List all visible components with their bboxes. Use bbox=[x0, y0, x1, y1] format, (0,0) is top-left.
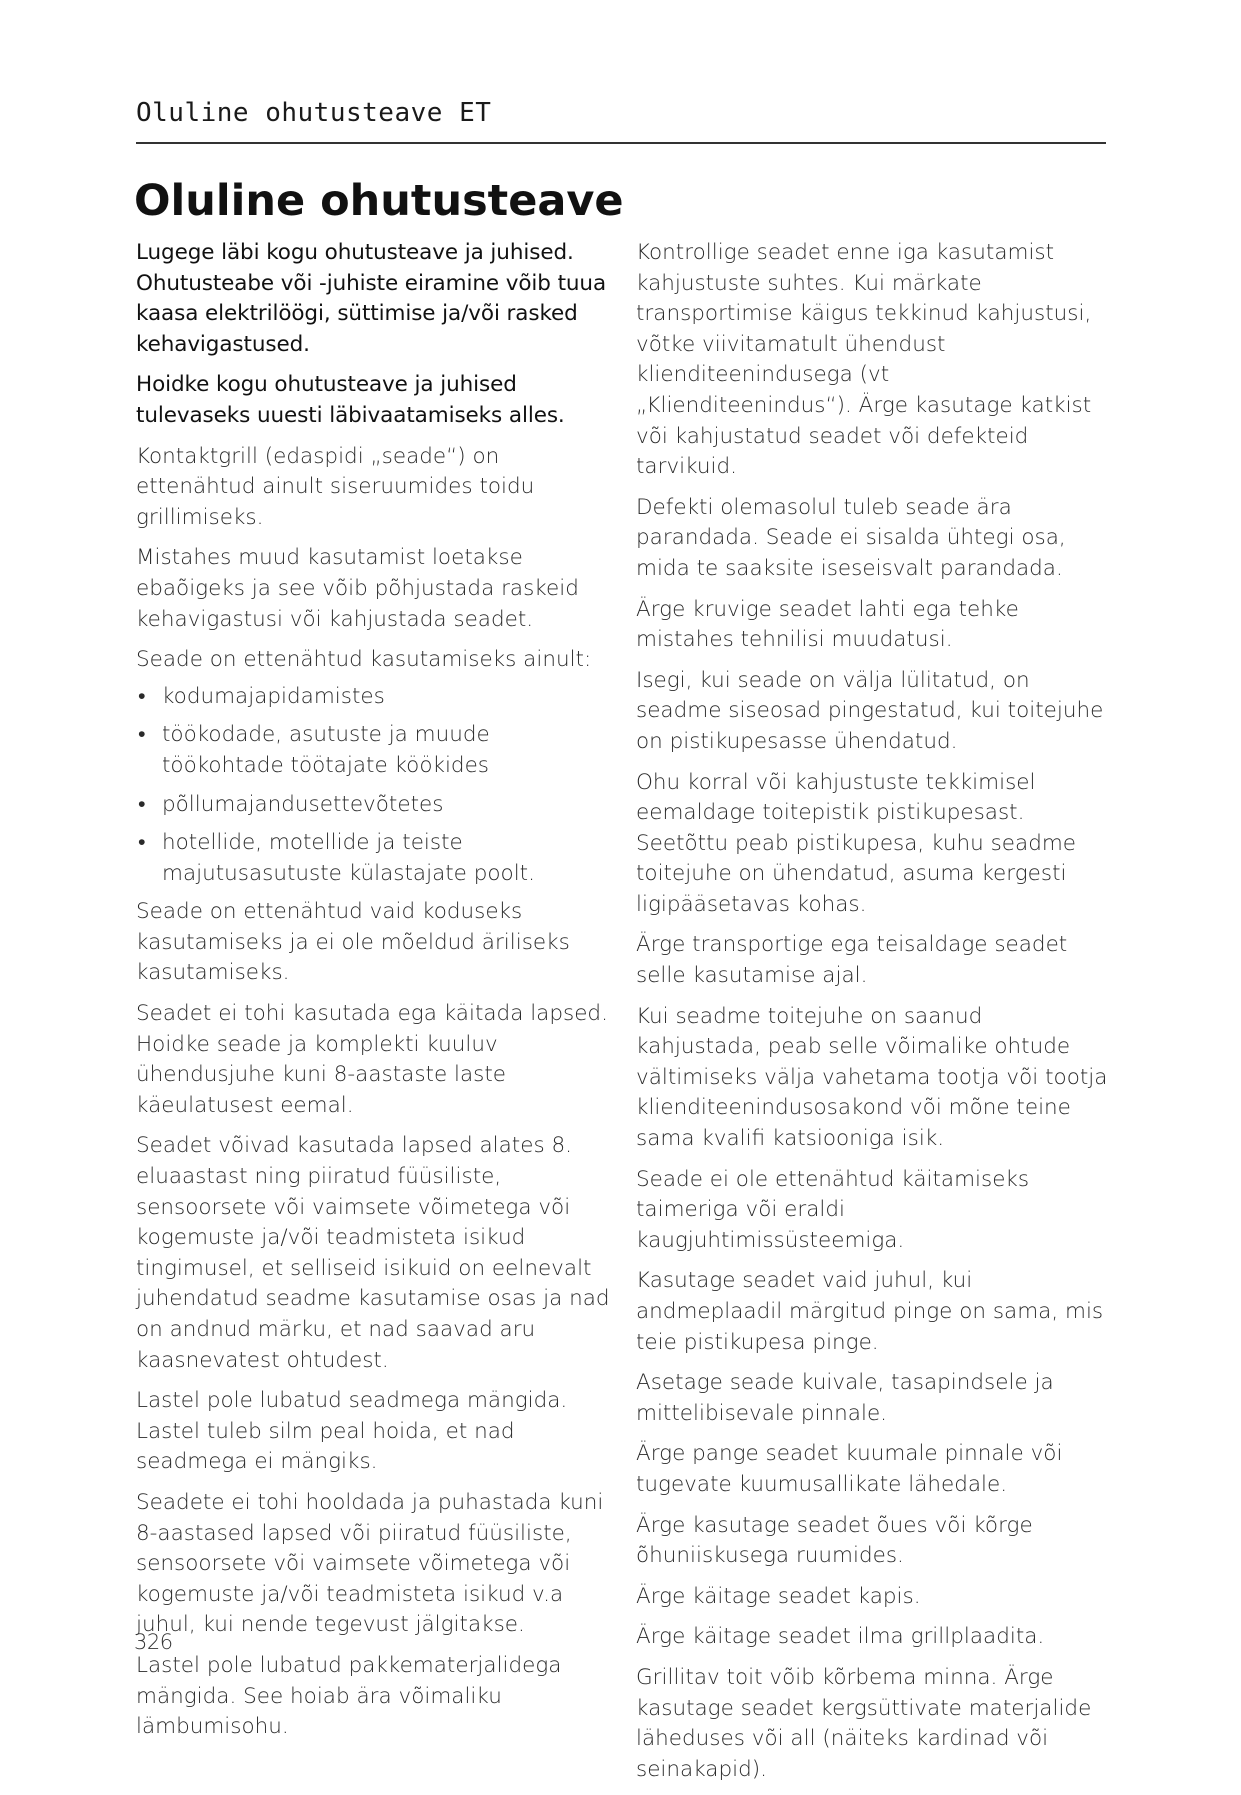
list-item: • põllumajandusettevõtetes bbox=[136, 790, 614, 821]
paragraph-flammable: Grillitav toit võib kõrbema minna. Ärge kasutage seadet kergsüttivate materjalide läheduses või all (näiteks kardinad või seinakapid). bbox=[636, 1664, 1092, 1782]
paragraph-outdoors: Ärge kasutage seadet õues või kõrge õhuniiskusega ruumides. bbox=[636, 1512, 1033, 1569]
use-list bbox=[136, 682, 614, 890]
paragraph-no-playing: Lastel pole lubatud seadmega mängida. Lastel tuleb silm peal hoida, et nad seadmega ei mängiks. bbox=[136, 1388, 568, 1475]
paragraph-home-use: Seade on ettenähtud vaid koduseks kasutamiseks ja ei ole mõeldud äriliseks kasutamiseks. bbox=[136, 899, 570, 986]
paragraph-packaging: Lastel pole lubatud pakkematerjalidega mängida. See hoiab ära võimaliku lämbumisohu. bbox=[136, 1652, 562, 1740]
paragraph-heat-sources: Ärge pange seadet kuumale pinnale või tugevate kuumusallikate lähedale. bbox=[636, 1441, 1063, 1497]
paragraph-cord-damage: Kui seadme toitejuhe on saanud kahjustada, peab selle võimalike ohtude vältimiseks välja vahetama tootja või tootja klienditeenindusosakond või mõne teine sama kvalifi katsiooniga isik. bbox=[636, 1003, 1108, 1152]
paragraph-children-not-allowed: Seadet ei tohi kasutada ega käitada lapsed. Hoidke seade ja komplekti kuuluv ühendusjuhe kuni 8-aastaste laste käeulatusest eemal. bbox=[136, 1001, 608, 1118]
bullet-icon: • bbox=[138, 722, 146, 748]
paragraph-no-timer: Seade ei ole ettenähtud käitamiseks taimeriga või eraldi kaugjuhtimissüsteemiga. bbox=[636, 1166, 1030, 1253]
paragraph-no-transport: Ärge transportige ega teisaldage seadet selle kasutamise ajal. bbox=[636, 932, 1068, 989]
paragraph-no-modifications: Ärge kruvige seadet lahti ega tehke mistahes tehnilisi muudatusi. bbox=[636, 596, 1019, 653]
paragraph-use-only: Seade on ettenähtud kasutamiseks ainult: bbox=[136, 647, 592, 673]
paragraph-unplug: Ohu korral või kahjustuste tekkimisel eemaldage toitepistik pistikupesast. Seetõttu peab pistikupesa, kuhu seadme toitejuhe on ühendatud, asuma kergesti ligipääsetavas kohas. bbox=[636, 769, 1077, 917]
paragraph-intended-use: Kontaktgrill (edaspidi „seade“) on ettenähtud ainult siseruumides toidu grillimiseks. bbox=[136, 443, 535, 530]
right-column bbox=[636, 238, 1108, 1795]
bullet-icon: • bbox=[138, 791, 146, 817]
paragraph-voltage: Kasutage seadet vaid juhul, kui andmeplaadil märgitud pinge on sama, mis teie pistikupesa pinge. bbox=[636, 1268, 1104, 1355]
page-title: Oluline ohutusteave bbox=[134, 176, 624, 226]
list-item: • töökodade, asutuste ja muude töökohtade töötajate köökides bbox=[138, 722, 490, 778]
left-column bbox=[136, 238, 614, 1753]
paragraph-grill-plate: Ärge käitage seadet ilma grillplaadita. bbox=[636, 1624, 1045, 1650]
paragraph-cleaning: Seadete ei tohi hooldada ja puhastada kuni 8-aastased lapsed või piiratud füüsiliste, sensoorsete või vaimsete võimetega või kogemuste ja/või teadmisteta isikud v.a juhul, kui nende tegevust jälgitakse. bbox=[136, 1489, 604, 1638]
bullet-icon: • bbox=[138, 683, 146, 709]
bullet-icon: • bbox=[138, 830, 146, 856]
paragraph-check-damage: Kontrollige seadet enne iga kasutamist kahjustuste suhtes. Kui märkate transportimise käigus tekkinud kahjustusi, võtke viivitamatult ühendust klienditeenindusega (vt „Klienditeenindus“). Ärge kasutage katkist või kahjustatud seadet või defekteid tarvikuid. bbox=[636, 240, 1092, 480]
paragraph-children-supervised: Seadet võivad kasutada lapsed alates 8. eluaastast ning piiratud füüsiliste, sensoorsete või vaimsete võimetega või kogemuste ja/või teadmisteta isikud tingimusel, et selliseid isikuid on eelnevalt juhendatud seadme kasutamise osas ja nad on andnud märku, et nad saavad aru kaasnevatest ohtudest. bbox=[136, 1133, 610, 1373]
page-number: 326 bbox=[134, 1630, 173, 1654]
paragraph-cabinet: Ärge käitage seadet kapis. bbox=[636, 1583, 921, 1609]
list-item: • hotellide, motellide ja teiste majutusasutuste külastajate poolt. bbox=[138, 830, 535, 886]
list-item: • kodumajapidamistes bbox=[136, 682, 614, 713]
header-rule bbox=[136, 142, 1106, 144]
running-header: Oluline ohutusteave ET bbox=[136, 98, 492, 128]
intro-paragraph-keep: Hoidke kogu ohutusteave ja juhised tulevaseks uuesti läbivaatamiseks alles. bbox=[136, 372, 565, 428]
paragraph-misuse: Mistahes muud kasutamist loetakse ebaõigeks ja see võib põhjustada raskeid kehavigastusi või kahjustada seadet. bbox=[136, 545, 579, 632]
paragraph-live-parts: Isegi, kui seade on välja lülitatud, on seadme siseosad pingestatud, kui toitejuhe on pistikupesasse ühendatud. bbox=[636, 667, 1104, 754]
intro-paragraph-read: Lugege läbi kogu ohutusteave ja juhised. Ohutusteabe või -juhiste eiramine võib tuua kaasa elektrilöögi, süttimise ja/või rasked kehavigastused. bbox=[136, 240, 607, 357]
paragraph-surface: Asetage seade kuivale, tasapindsele ja mittelibisevale pinnale. bbox=[636, 1370, 1054, 1426]
paragraph-repair: Defekti olemasolul tuleb seade ära parandada. Seade ei sisalda ühtegi osa, mida te saaksite iseseisvalt parandada. bbox=[636, 494, 1066, 581]
